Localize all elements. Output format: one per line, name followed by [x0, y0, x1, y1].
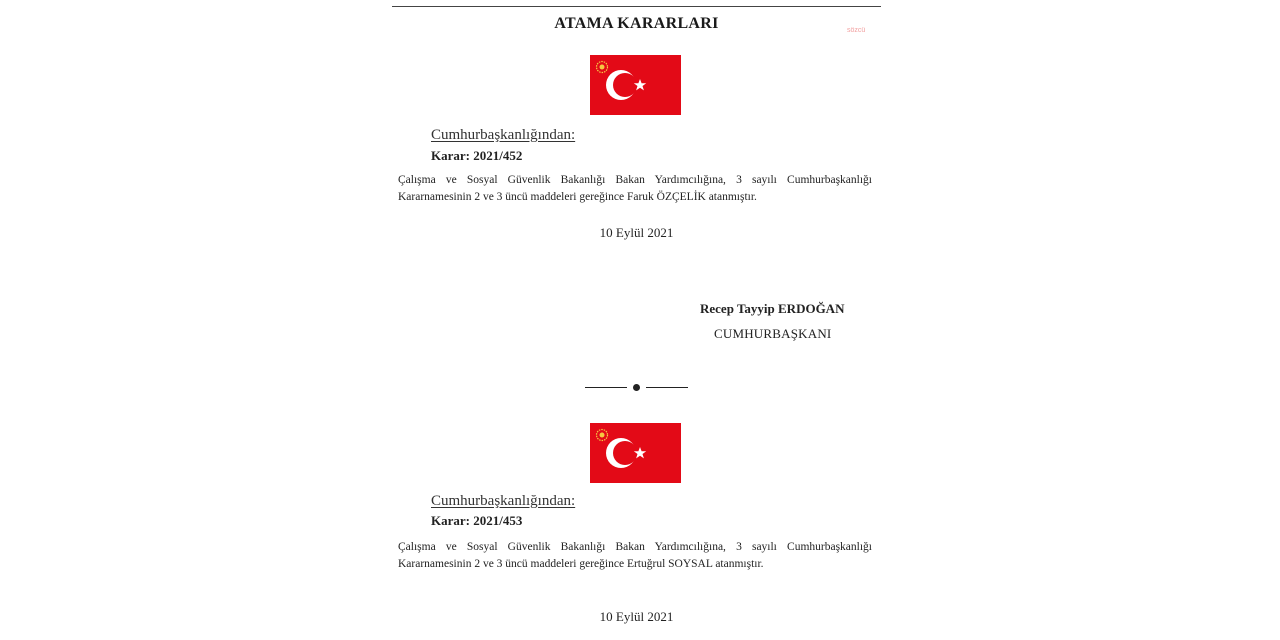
document-title: ATAMA KARARLARI — [554, 15, 719, 32]
decision-date: 10 Eylül 2021 — [599, 609, 674, 624]
separator-line-right — [646, 387, 688, 388]
turkish-flag-icon — [590, 423, 681, 483]
issuer-heading: Cumhurbaşkanlığından: — [431, 493, 576, 509]
separator-dot — [633, 384, 640, 391]
signer-name: Recep Tayyip ERDOĞAN — [700, 301, 845, 316]
decision-number: Karar: 2021/453 — [431, 513, 523, 528]
decision-number: Karar: 2021/452 — [431, 148, 523, 163]
decision-date: 10 Eylül 2021 — [599, 225, 674, 240]
decision-text: Çalışma ve Sosyal Güvenlik Bakanlığı Bakan Yardımcılığına, 3 sayılı Cumhurbaşkanlığı Kararnamesinin 2 ve 3 üncü maddeleri gereğince Ertuğrul SOYSAL atanmıştır. — [398, 541, 872, 570]
section-separator — [585, 382, 688, 392]
decision-text: Çalışma ve Sosyal Güvenlik Bakanlığı Bakan Yardımcılığına, 3 sayılı Cumhurbaşkanlığı Kararnamesinin 2 ve 3 üncü maddeleri gereğince Faruk ÖZÇELİK atanmıştır. — [398, 174, 872, 203]
separator-line-left — [585, 387, 627, 388]
turkish-flag-icon — [590, 55, 681, 115]
watermark: sözcü — [847, 27, 866, 34]
signer-title: CUMHURBAŞKANI — [714, 326, 832, 341]
issuer-heading: Cumhurbaşkanlığından: — [431, 127, 576, 143]
top-rule — [392, 6, 881, 7]
